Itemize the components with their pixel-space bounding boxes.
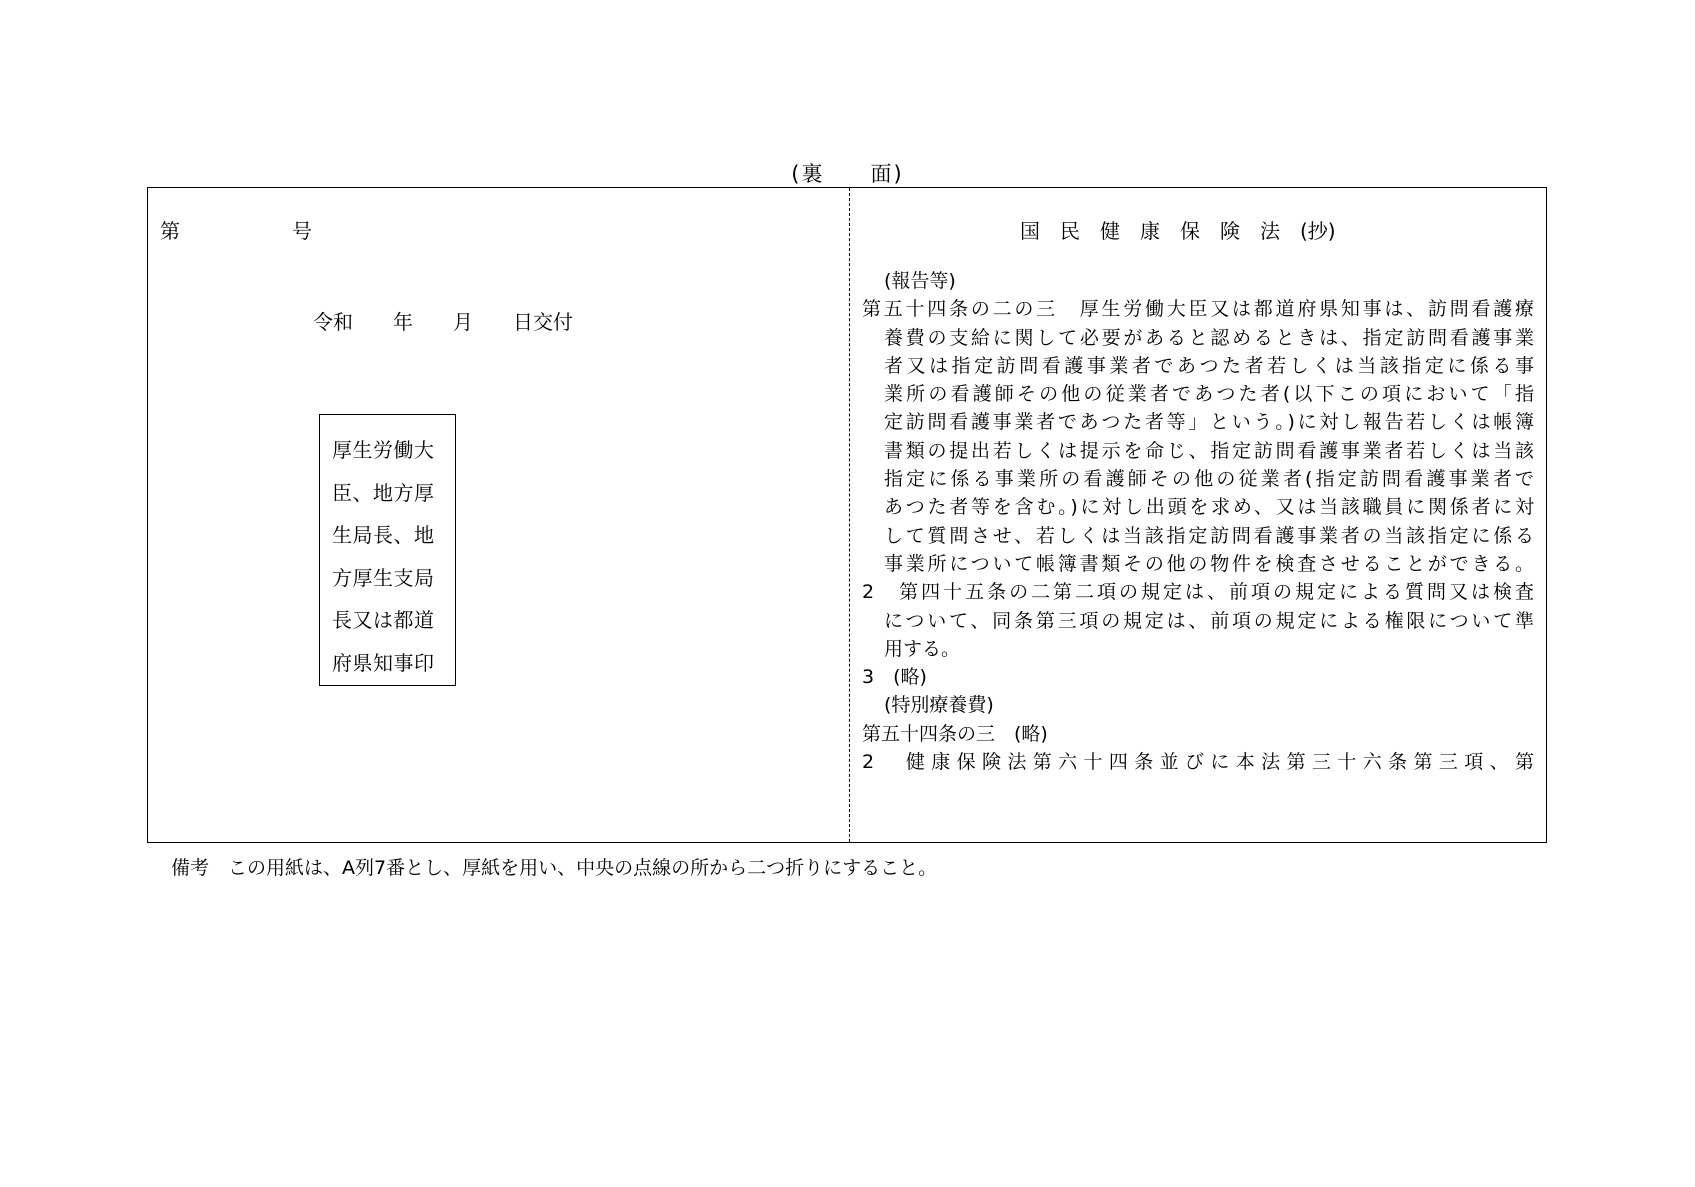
law-line: 定訪問看護事業者であつた者等」という。)に対し報告若しくは帳簿: [884, 411, 1534, 434]
law-line: 3 (略): [862, 666, 927, 689]
law-line: 第五十四条の三 (略): [862, 722, 1048, 745]
law-line: について、同条第三項の規定は、前項の規定による権限について準: [884, 609, 1534, 632]
law-line: して質問させ、若しくは当該指定訪問看護事業者の当該指定に係る: [884, 524, 1534, 547]
seal-line: 方厚生支局: [332, 565, 435, 590]
number-suffix: 号: [292, 219, 312, 243]
page-heading: (裏 面): [791, 162, 904, 186]
law-line: 2 第四十五条の二第二項の規定は、前項の規定による質問又は検査: [862, 581, 1534, 604]
law-title: 国 民 健 康 保 険 法 (抄): [1020, 219, 1336, 243]
seal-line: 長又は都道: [332, 608, 435, 632]
number-prefix: 第: [160, 219, 180, 243]
seal-line: 生局長、地: [332, 523, 435, 547]
law-line: 者又は指定訪問看護事業者であつた者若しくは当該指定に係る事: [884, 354, 1534, 377]
seal-line: 厚生労働大: [332, 438, 435, 462]
law-line: 指定に係る事業所の看護師その他の従業者(指定訪問看護事業者で: [884, 468, 1534, 491]
remarks-note: 備考 この用紙は、A列7番とし、厚紙を用い、中央の点線の所から二つ折りにすること。: [171, 857, 938, 879]
certificate-number: [160, 215, 312, 244]
law-line: 2 健康保険法第六十四条並びに本法第三十六条第三項、第: [862, 751, 1534, 774]
law-line: 養費の支給に関して必要があると認めるときは、指定訪問看護事業: [884, 326, 1534, 349]
law-line: (特別療養費): [884, 694, 994, 717]
law-line: 第五十四条の二の三 厚生労働大臣又は都道府県知事は、訪問看護療: [862, 298, 1534, 321]
issue-date: 令和 年 月 日交付: [313, 310, 573, 334]
number-blank: [180, 215, 292, 244]
law-line: 書類の提出若しくは提示を命じ、指定訪問看護事業者若しくは当該: [884, 439, 1534, 462]
seal-box: [319, 414, 456, 686]
law-excerpt: [862, 267, 1534, 776]
law-line: 用する。: [884, 637, 961, 660]
law-line: あつた者等を含む。)に対し出頭を求め、又は当該職員に関係者に対: [884, 496, 1534, 519]
law-line: 事業所について帳簿書類その他の物件を検査させることができる。: [884, 552, 1534, 575]
law-line: 業所の看護師その他の従業者であつた者(以下この項において「指: [884, 383, 1534, 406]
law-line: (報告等): [884, 270, 956, 292]
fold-line: [849, 188, 850, 842]
seal-line: 府県知事印: [332, 650, 435, 675]
seal-line: 臣、地方厚: [332, 480, 435, 505]
